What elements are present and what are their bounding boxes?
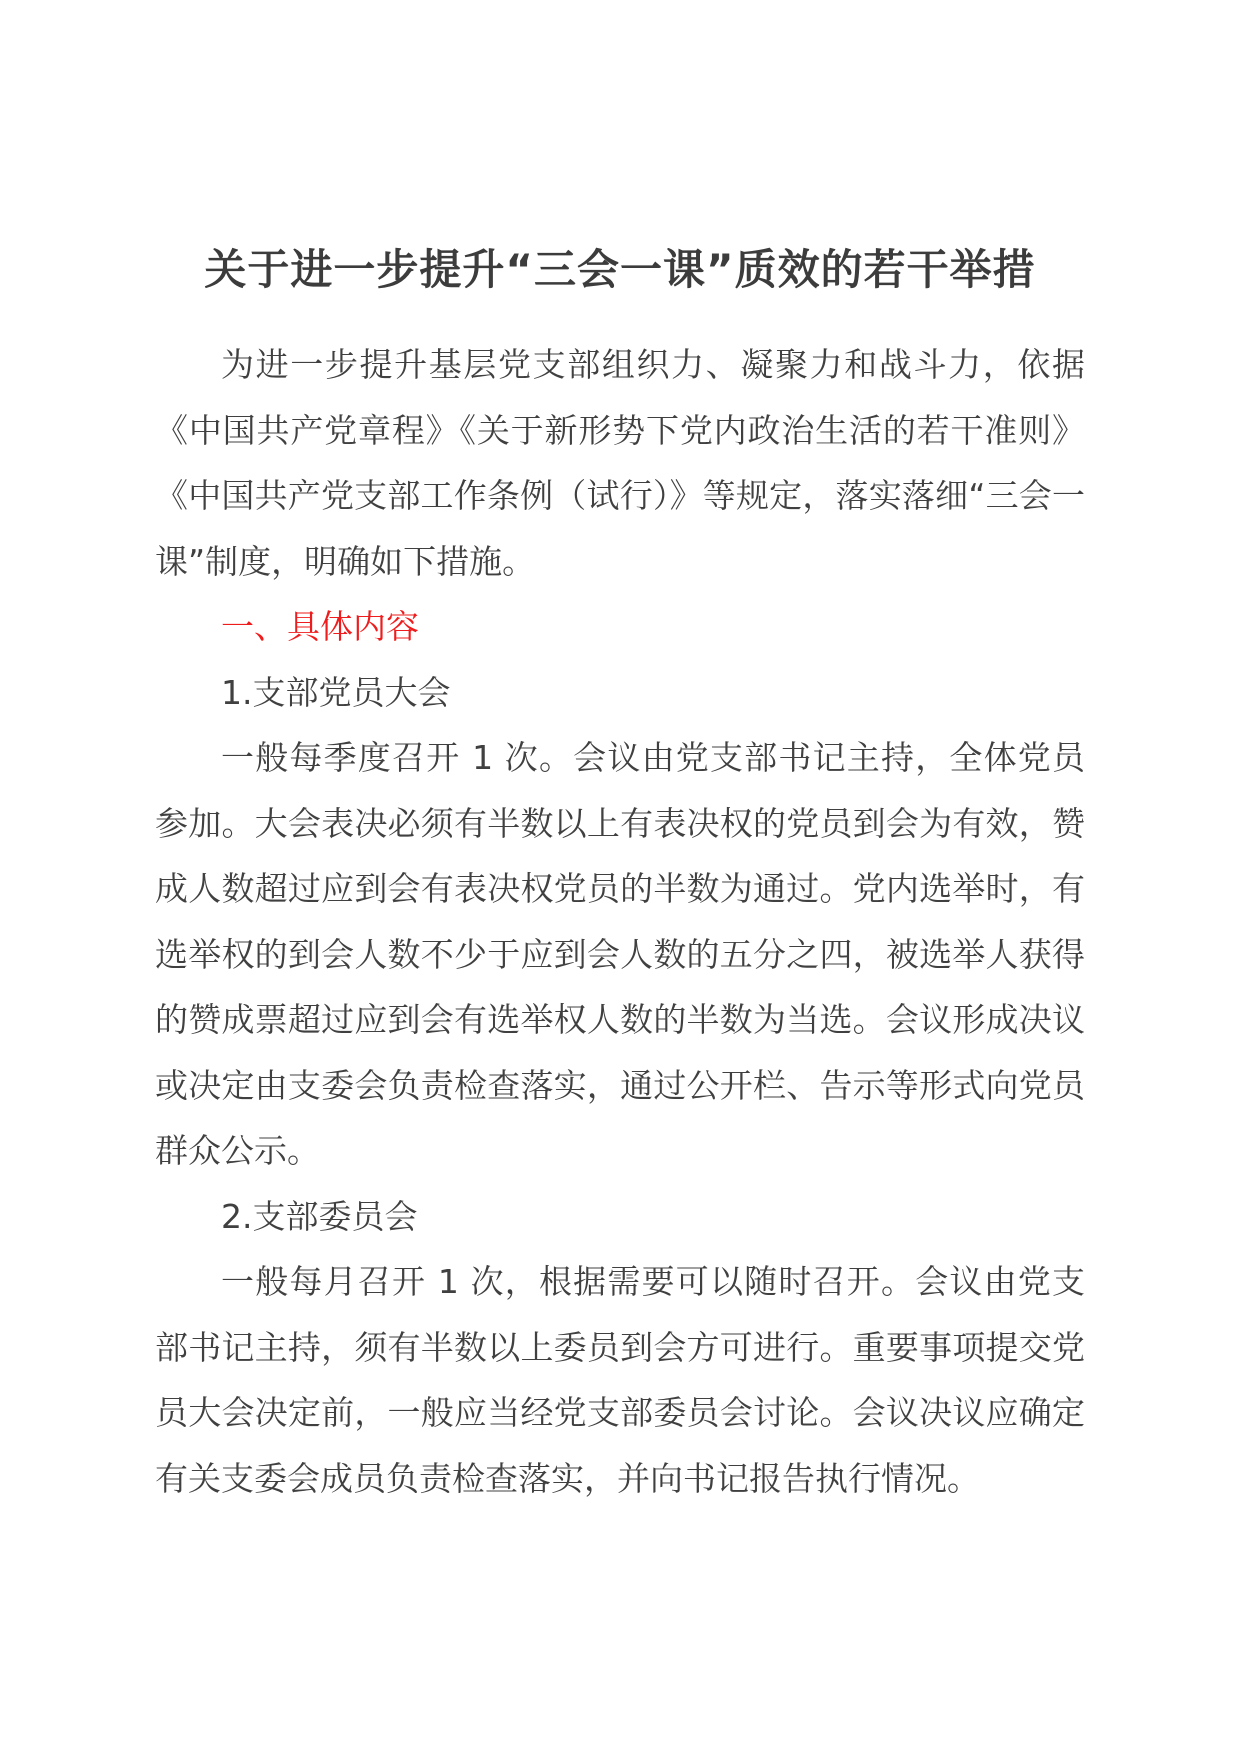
- branch-member-meeting-paragraph: 一般每季度召开 1 次。会议由党支部书记主持，全体党员参加。大会表决必须有半数以上有表决权的党员到会为有效，赞成人数超过应到会有表决权党员的半数为通过。党内选举时，有选举权的到会人数不少于应到会人数的五分之四，被选举人获得的赞成票超过应到会有选举权人数的半数为当选。会议形成决议或决定由支委会负责检查落实，通过公开栏、告示等形式向党员群众公示。: [155, 738, 1085, 1170]
- subheading-branch-committee: 2.支部委员会: [221, 1196, 418, 1236]
- document-body: [155, 332, 1085, 1511]
- branch-committee-paragraph: 一般每月召开 1 次，根据需要可以随时召开。会议由党支部书记主持，须有半数以上委员到会方可进行。重要事项提交党员大会决定前，一般应当经党支部委员会讨论。会议决议应确定有关支委会成员负责检查落实，并向书记报告执行情况。: [155, 1262, 1085, 1498]
- subheading-branch-member-meeting: 1.支部党员大会: [221, 672, 451, 712]
- document-title: 关于进一步提升“三会一课”质效的若干举措: [204, 245, 1036, 294]
- intro-paragraph: 为进一步提升基层党支部组织力、凝聚力和战斗力，依据《中国共产党章程》《关于新形势下党内政治生活的若干准则》《中国共产党支部工作条例（试行）》等规定，落实落细“三会一课”制度，明确如下措施。: [155, 345, 1085, 581]
- section-heading-specific-content: 一、具体内容: [221, 607, 419, 646]
